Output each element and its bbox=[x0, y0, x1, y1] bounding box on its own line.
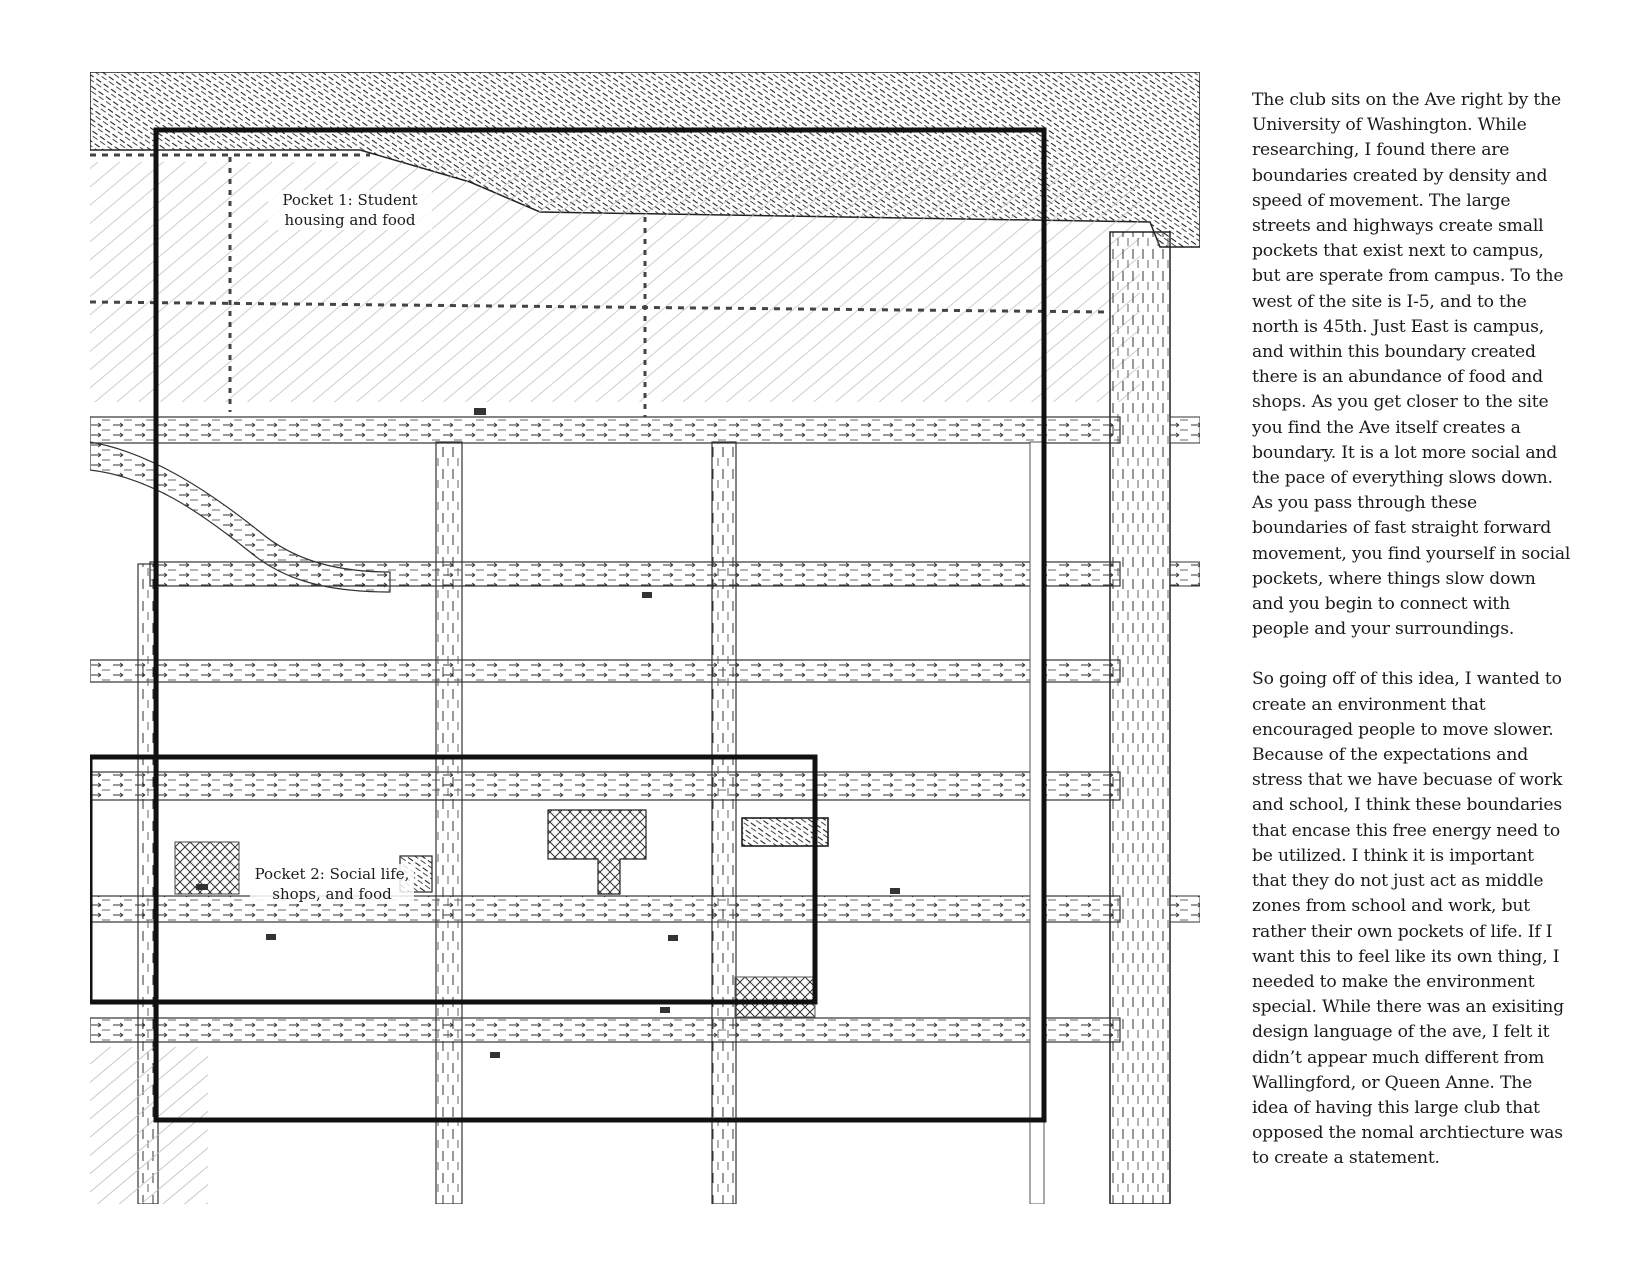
vehicle-mark bbox=[668, 935, 678, 941]
east-highway bbox=[1110, 232, 1170, 1204]
street-h3 bbox=[90, 660, 1120, 682]
site-map bbox=[90, 72, 1200, 1204]
description-column bbox=[1252, 88, 1572, 1172]
vehicle-mark bbox=[196, 884, 208, 890]
street-v3 bbox=[712, 442, 736, 1204]
vehicle-mark bbox=[266, 934, 276, 940]
street-h2-east bbox=[1170, 562, 1200, 586]
vehicle-mark bbox=[660, 1007, 670, 1013]
building-hatched-5 bbox=[735, 977, 815, 1017]
street-h4 bbox=[90, 772, 1120, 800]
vehicle-mark bbox=[490, 1052, 500, 1058]
pocket-1-label: Pocket 1: Student housing and food bbox=[268, 190, 432, 230]
street-h6 bbox=[90, 1018, 1120, 1042]
vehicle-mark bbox=[642, 592, 652, 598]
street-v2 bbox=[436, 442, 462, 1204]
street-h1-east bbox=[1170, 417, 1200, 443]
paragraph-2: So going off of this idea, I wanted to create an environment that encouraged people to move slower. Because of the expectations and stress that we have becuase of work and school, I think these boundaries that encase this free energy need to be utilized. I think it is important that they do not just act as middle zones from school and work, but rather their own pockets of life. If I want this to feel like its own thing, I needed to make the environment special. While there was an exisiting design language of the ave, I felt it didn’t appear much different from Wallingford, or Queen Anne. The idea of having this large club that opposed the nomal archtiecture was to create a statement. bbox=[1252, 669, 1564, 1169]
street-h1 bbox=[90, 417, 1120, 443]
southwest-hatch bbox=[90, 1047, 208, 1204]
light-field bbox=[90, 162, 1140, 402]
site-map-drawing bbox=[90, 72, 1200, 1204]
street-h5 bbox=[90, 896, 1120, 922]
pocket-2-label: Pocket 2: Social life, shops, and food bbox=[250, 864, 414, 904]
paragraph-1: The club sits on the Ave right by the University of Washington. While researching, I found there are boundaries created by density and speed of movement. The large streets and highways create small pockets that exist next to campus, but are sperate from campus. To the west of the site is I-5, and to the north is 45th. Just East is campus, and within this boundary created there is an abundance of food and shops. As you get closer to the site you find the Ave itself creates a boundary. It is a lot more social and the pace of everything slows down. As you pass through these boundaries of fast straight forward movement, you find yourself in social pockets, where things slow down and you begin to connect with people and your surroundings. bbox=[1252, 90, 1571, 640]
vehicle-mark bbox=[474, 408, 486, 415]
vehicle-mark bbox=[890, 888, 900, 894]
street-h5-east bbox=[1170, 896, 1200, 922]
